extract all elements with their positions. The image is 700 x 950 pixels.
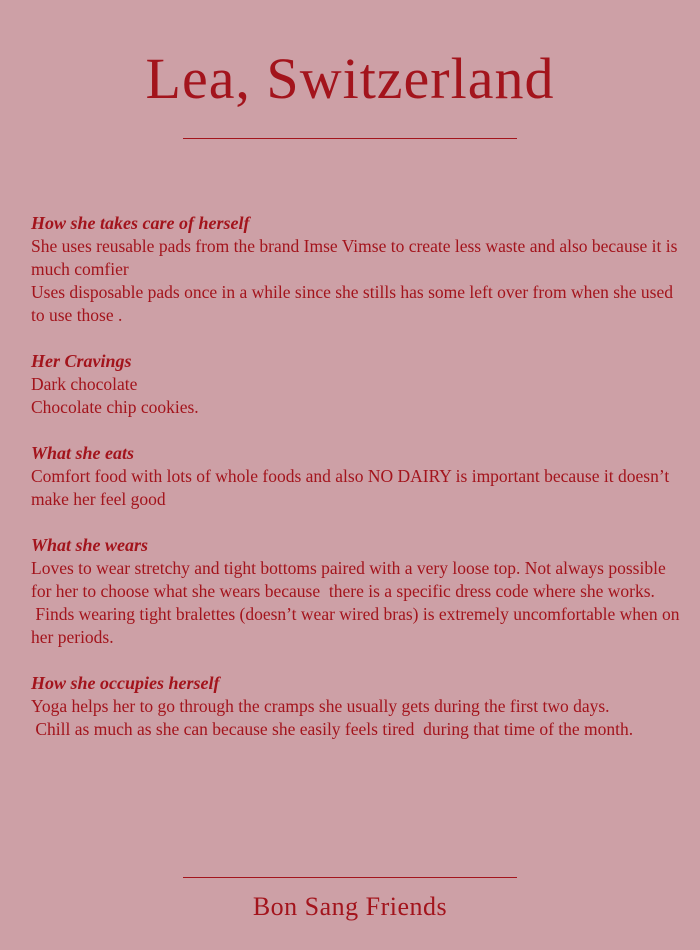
section-occupies: [31, 672, 681, 741]
footer-divider: [183, 877, 517, 878]
section-wears: [31, 534, 684, 649]
section-heading: How she takes care of herself: [31, 213, 250, 233]
page-title: Lea, Switzerland: [145, 46, 555, 111]
section-line: Chocolate chip cookies.: [31, 397, 199, 417]
profile-content: [31, 212, 684, 764]
section-heading: How she occupies herself: [31, 673, 220, 693]
section-cravings: [31, 350, 681, 419]
section-eats: [31, 442, 681, 511]
footer-brand: Bon Sang Friends: [252, 892, 448, 921]
section-line: Dark chocolate: [31, 374, 138, 394]
section-heading: Her Cravings: [31, 351, 132, 371]
section-line: Loves to wear stretchy and tight bottoms paired with a very loose top. Not always possible for her to choose what she wears because there is a specific dress code where she works.: [31, 558, 671, 601]
section-self-care: [31, 212, 681, 327]
title-divider: [183, 138, 517, 139]
section-line: She uses reusable pads from the brand Imse Vimse to create less waste and also because it is much comfier: [31, 236, 682, 279]
section-line: Uses disposable pads once in a while since she stills has some left over from when she used to use those .: [31, 282, 678, 325]
section-heading: What she eats: [31, 443, 135, 463]
section-heading: What she wears: [31, 535, 149, 555]
section-line: Yoga helps her to go through the cramps she usually gets during the first two days.: [31, 696, 610, 716]
section-line: Chill as much as she can because she easily feels tired during that time of the month.: [31, 719, 634, 739]
section-line: Comfort food with lots of whole foods and also NO DAIRY is important because it doesn’t make her feel good: [31, 466, 674, 509]
section-line: Finds wearing tight bralettes (doesn’t wear wired bras) is extremely uncomfortable when on her periods.: [31, 604, 684, 647]
